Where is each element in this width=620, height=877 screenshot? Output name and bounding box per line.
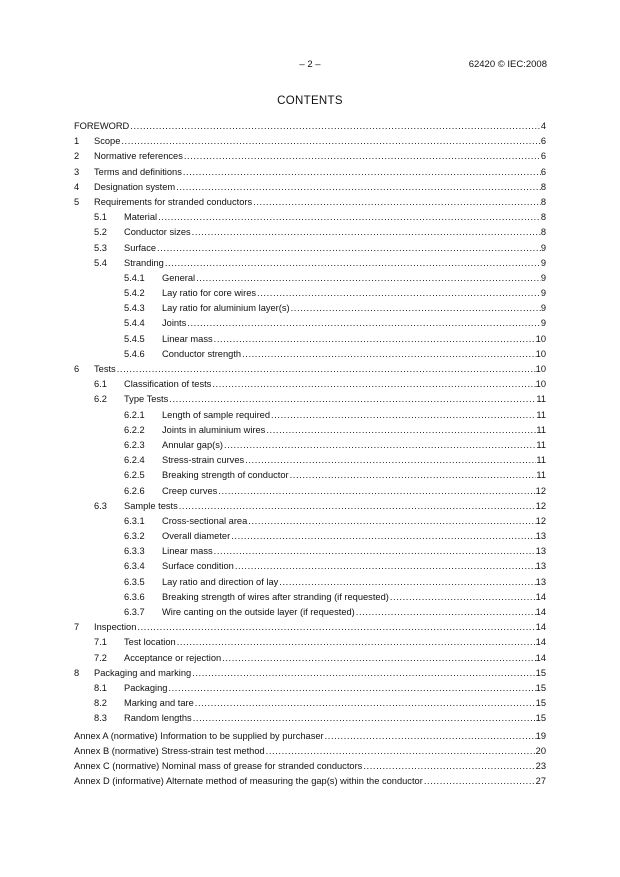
toc-entry-number: 6.3.7	[124, 607, 145, 617]
toc-entry-title: Lay ratio for core wires	[162, 288, 257, 299]
toc-entry-title: Conductor sizes	[124, 227, 191, 238]
toc-entry-page: 10	[535, 348, 546, 359]
toc-entry-title: Marking and tare	[124, 698, 194, 709]
toc-entry[interactable]	[74, 468, 546, 483]
toc-entry-number: 4	[74, 181, 80, 192]
toc-entry-number: 8.3	[94, 713, 107, 724]
toc-entry[interactable]	[74, 559, 546, 574]
dot-leader	[214, 544, 536, 559]
toc-entry-title: Breaking strength of wires after stranding (if requested)	[162, 591, 389, 602]
toc-entry-title: Terms and definitions	[94, 166, 182, 177]
toc-entry-title: Stress-strain curves	[162, 455, 245, 466]
toc-entry-title: Packaging and marking	[94, 667, 192, 678]
toc-entry[interactable]	[74, 119, 546, 134]
dot-leader	[192, 666, 535, 681]
toc-entry[interactable]	[74, 256, 546, 271]
toc-entry-number: 8	[74, 667, 80, 678]
toc-entry-title: Linear mass	[162, 333, 213, 344]
toc-entry-number: 8.1	[94, 682, 107, 693]
dot-leader	[187, 316, 541, 331]
toc-entry-page: 15	[535, 698, 546, 709]
toc-entry-number: 6.2.3	[124, 439, 145, 450]
toc-entry-title: Wire canting on the outside layer (if requested)	[162, 607, 355, 617]
toc-entry-page: 20	[535, 745, 546, 756]
toc-entry-number: 5.1	[94, 212, 107, 223]
dot-leader	[248, 514, 535, 529]
toc-entry[interactable]	[74, 210, 546, 225]
toc-entry-number: 5.4.6	[124, 348, 145, 359]
dot-leader	[121, 134, 540, 149]
toc-entry-page: 9	[540, 242, 546, 253]
toc-entry[interactable]	[74, 225, 546, 240]
dot-leader	[291, 301, 541, 316]
dot-leader	[212, 377, 535, 392]
toc-entry[interactable]	[74, 332, 546, 347]
dot-leader	[168, 681, 535, 696]
toc-entry-title: Random lengths	[124, 713, 192, 724]
toc-entry-number: 6.3.6	[124, 591, 145, 602]
toc-entry[interactable]	[74, 438, 546, 453]
toc-entry-page: 4	[540, 121, 546, 131]
toc-entry-page: 14	[535, 652, 546, 663]
toc-entry[interactable]	[74, 271, 546, 286]
toc-entry-page: 13	[535, 561, 546, 572]
toc-entry-number: 6.3.2	[124, 531, 145, 542]
dot-leader	[157, 241, 541, 256]
toc-entry-title: Packaging	[124, 682, 168, 693]
dot-leader	[184, 149, 541, 164]
toc-entry[interactable]	[74, 575, 546, 590]
toc-entry-title: Joints	[162, 318, 187, 329]
toc-entry[interactable]	[74, 165, 546, 180]
toc-entry-page: 11	[536, 424, 546, 435]
toc-entry[interactable]	[74, 729, 546, 744]
toc-entry-title: General	[162, 272, 196, 283]
toc-entry[interactable]	[74, 759, 546, 774]
toc-entry-number: 6.3.1	[124, 515, 145, 526]
toc-entry-number: 5.4.5	[124, 333, 145, 344]
toc-entry-number: 6.3	[94, 500, 107, 511]
toc-entry-page: 8	[540, 227, 546, 238]
toc-entry-page: 14	[535, 607, 546, 617]
toc-entry-page: 11	[536, 439, 546, 450]
toc-entry-title: Requirements for stranded conductors	[94, 196, 253, 207]
toc-entry[interactable]	[74, 195, 546, 210]
toc-entry-page: 9	[540, 288, 546, 299]
dot-leader	[266, 423, 536, 438]
toc-entry[interactable]	[74, 499, 546, 514]
toc-entry-title: Type Tests	[124, 394, 169, 405]
toc-entry-number: 6.3.5	[124, 576, 145, 587]
toc-entry[interactable]	[74, 149, 546, 164]
toc-entry-number: 2	[74, 151, 80, 162]
toc-entry-page: 11	[536, 470, 546, 481]
dot-leader	[130, 119, 541, 134]
toc-entry[interactable]	[74, 590, 546, 605]
toc-entry-title: Annex A (normative) Information to be supplied by purchaser	[74, 730, 324, 741]
toc-entry-page: 9	[540, 303, 546, 314]
toc-entry-title: Annex B (normative) Stress-strain test method	[74, 745, 265, 756]
dot-leader	[257, 286, 541, 301]
toc-entry-page: 9	[540, 257, 546, 268]
toc-entry[interactable]	[74, 347, 546, 362]
toc-entry-title: Scope	[94, 136, 121, 147]
toc-entry-number: 6.2.6	[124, 485, 145, 496]
toc-entry-number: 6	[74, 364, 80, 374]
toc-entry-number: 5.4.3	[124, 303, 145, 314]
toc-entry-page: 6	[540, 136, 546, 147]
toc-entry-number: 5.2	[94, 227, 107, 238]
toc-entry-number: 7	[74, 622, 80, 633]
toc-entry-page: 19	[535, 730, 546, 741]
toc-entry-number: 1	[74, 136, 80, 147]
toc-entry[interactable]	[74, 529, 546, 544]
page-number: – 2 –	[299, 59, 321, 70]
toc-entry[interactable]	[74, 377, 546, 392]
dot-leader	[279, 575, 535, 590]
toc-entry-number: 7.2	[94, 652, 107, 663]
toc-entry[interactable]	[74, 241, 546, 256]
toc-entry-page: 15	[535, 667, 546, 678]
toc-entry-title: Annular gap(s)	[162, 439, 223, 450]
toc-entry-title: Overall diameter	[162, 531, 231, 542]
toc-entry[interactable]	[74, 696, 546, 711]
toc-entry-number: 6.2	[94, 394, 107, 405]
toc-entry-page: 12	[535, 515, 546, 526]
toc-entry-page: 8	[540, 196, 546, 207]
toc-entry[interactable]	[74, 744, 546, 759]
toc-entry-title: Test location	[124, 637, 176, 648]
toc-entry-title: Material	[124, 212, 158, 223]
dot-leader	[193, 711, 536, 726]
dot-leader	[290, 468, 537, 483]
dot-leader	[424, 774, 536, 789]
toc-entry-title: Normative references	[94, 151, 183, 162]
dot-leader	[214, 332, 536, 347]
toc-entry-page: 9	[540, 272, 546, 283]
toc-entry-number: 6.1	[94, 379, 107, 390]
dot-leader	[195, 696, 536, 711]
toc-entry-title: FOREWORD	[74, 121, 130, 131]
toc-entry[interactable]	[74, 408, 546, 423]
dot-leader	[222, 651, 536, 666]
toc-entry-title: Annex C (normative) Nominal mass of grease for stranded conductors	[74, 760, 363, 771]
toc-entry[interactable]	[74, 453, 546, 468]
toc-entry[interactable]	[74, 711, 546, 726]
toc-entry-number: 5.3	[94, 242, 107, 253]
toc-entry-page: 11	[536, 455, 546, 466]
dot-leader	[242, 347, 536, 362]
dot-leader	[271, 408, 536, 423]
dot-leader	[266, 744, 536, 759]
toc-entry[interactable]	[74, 180, 546, 195]
dot-leader	[231, 529, 535, 544]
toc-entry[interactable]	[74, 514, 546, 529]
toc-entry-page: 15	[535, 713, 546, 724]
toc-entry-number: 8.2	[94, 698, 107, 709]
toc-entry-title: Conductor strength	[162, 348, 242, 359]
toc-entry-page: 13	[535, 576, 546, 587]
toc-entry-page: 13	[535, 546, 546, 557]
toc-entry-title: Surface	[124, 242, 157, 253]
table-of-contents	[74, 119, 546, 789]
toc-entry-page: 8	[540, 181, 546, 192]
toc-entry[interactable]	[74, 362, 546, 377]
toc-entry-page: 13	[535, 531, 546, 542]
dot-leader	[165, 256, 541, 271]
toc-entry[interactable]	[74, 544, 546, 559]
toc-entry-title: Lay ratio and direction of lay	[162, 576, 279, 587]
toc-entry-title: Creep curves	[162, 485, 218, 496]
dot-leader	[176, 180, 541, 195]
toc-entry-number: 5.4	[94, 257, 107, 268]
toc-entry[interactable]	[74, 423, 546, 438]
toc-entry-number: 7.1	[94, 637, 107, 648]
toc-entry-number: 6.2.1	[124, 409, 145, 420]
toc-entry-number: 6.2.2	[124, 424, 145, 435]
toc-entry-number: 3	[74, 166, 80, 177]
toc-entry-title: Linear mass	[162, 546, 213, 557]
toc-entry-page: 6	[540, 166, 546, 177]
dot-leader	[137, 620, 535, 635]
toc-entry-title: Tests	[94, 364, 116, 374]
toc-entry-page: 14	[535, 622, 546, 633]
dot-leader	[192, 225, 541, 240]
dot-leader	[117, 362, 536, 377]
toc-entry-number: 5.4.2	[124, 288, 145, 299]
toc-entry-page: 11	[536, 409, 546, 420]
toc-entry-page: 10	[535, 379, 546, 390]
toc-entry-page: 6	[540, 151, 546, 162]
toc-entry-title: Inspection	[94, 622, 137, 633]
toc-entry-page: 23	[535, 760, 546, 771]
dot-leader	[356, 605, 536, 620]
toc-entry-page: 12	[535, 500, 546, 511]
toc-entry-title: Classification of tests	[124, 379, 212, 390]
toc-entry-page: 10	[535, 333, 546, 344]
toc-entry-page: 9	[540, 318, 546, 329]
toc-entry-title: Breaking strength of conductor	[162, 470, 289, 481]
toc-entry[interactable]	[74, 316, 546, 331]
toc-entry-number: 6.3.3	[124, 546, 145, 557]
dot-leader	[390, 590, 536, 605]
toc-entry[interactable]	[74, 774, 546, 789]
toc-entry-page: 27	[535, 776, 546, 787]
toc-entry-number: 6.3.4	[124, 561, 145, 572]
dot-leader	[177, 635, 536, 650]
toc-entry-page: 8	[540, 212, 546, 223]
dot-leader	[253, 195, 541, 210]
toc-entry-number: 6.2.4	[124, 455, 145, 466]
toc-entry-title: Length of sample required	[162, 409, 271, 420]
toc-entry[interactable]	[74, 666, 546, 681]
toc-entry[interactable]	[74, 620, 546, 635]
toc-entry-number: 6.2.5	[124, 470, 145, 481]
toc-entry-page: 15	[535, 682, 546, 693]
dot-leader	[158, 210, 541, 225]
toc-entry-title: Lay ratio for aluminium layer(s)	[162, 303, 290, 314]
toc-entry-title: Acceptance or rejection	[124, 652, 222, 663]
dot-leader	[363, 759, 535, 774]
toc-entry[interactable]	[74, 392, 546, 407]
toc-entry[interactable]	[74, 605, 546, 620]
toc-entry[interactable]	[74, 484, 546, 499]
dot-leader	[224, 438, 536, 453]
toc-entry-number: 5.4.1	[124, 272, 145, 283]
toc-entry[interactable]	[74, 301, 546, 316]
toc-entry-title: Stranding	[124, 257, 164, 268]
dot-leader	[196, 271, 541, 286]
toc-entry-title: Annex D (informative) Alternate method of measuring the gap(s) within the conductor	[74, 776, 423, 787]
toc-entry-number: 5	[74, 196, 80, 207]
toc-entry-title: Surface condition	[162, 561, 234, 572]
dot-leader	[325, 729, 536, 744]
toc-entry-title: Joints in aluminium wires	[162, 424, 266, 435]
dot-leader	[235, 559, 536, 574]
toc-entry-page: 12	[535, 485, 546, 496]
toc-entry[interactable]	[74, 651, 546, 666]
toc-entry[interactable]	[74, 286, 546, 301]
toc-entry-title: Cross-sectional area	[162, 515, 248, 526]
toc-entry-page: 14	[535, 591, 546, 602]
contents-title: CONTENTS	[277, 95, 343, 107]
page-header	[0, 59, 620, 73]
document-id: 62420 © IEC:2008	[468, 59, 547, 70]
toc-entry-page: 14	[535, 637, 546, 648]
dot-leader	[183, 165, 541, 180]
toc-entry[interactable]	[74, 635, 546, 650]
toc-entry-title: Designation system	[94, 181, 176, 192]
dot-leader	[179, 499, 536, 514]
toc-entry-page: 11	[536, 394, 546, 405]
dot-leader	[169, 392, 536, 407]
toc-entry-page: 10	[535, 364, 546, 374]
toc-entry-title: Sample tests	[124, 500, 178, 511]
toc-entry-number: 5.4.4	[124, 318, 145, 329]
toc-entry[interactable]	[74, 681, 546, 696]
toc-entry[interactable]	[74, 134, 546, 149]
dot-leader	[218, 484, 535, 499]
dot-leader	[245, 453, 536, 468]
